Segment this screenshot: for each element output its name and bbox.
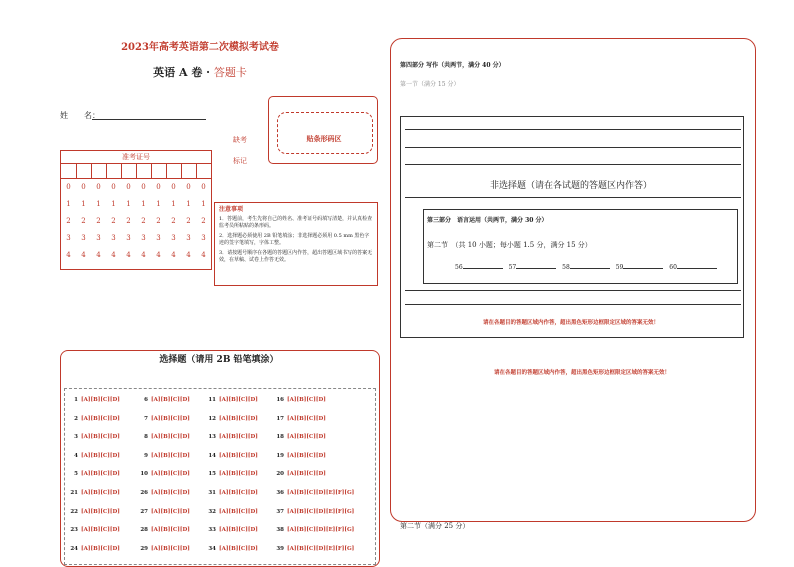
notice-item: 3．请按题号顺序在各题的答题区内作答，超出答题区域书写的答案无效，在草稿、试卷上作答无效。 — [219, 250, 373, 263]
mc-question-number: 18 — [276, 434, 284, 441]
exam-id-column-divider — [91, 164, 92, 178]
mc-question-item[interactable] — [205, 434, 258, 440]
exam-id-digit-bubble[interactable]: 0 — [171, 183, 176, 191]
exam-id-digit-bubble[interactable]: 2 — [186, 217, 191, 225]
mc-question-item[interactable] — [67, 546, 120, 552]
mc-question-number: 34 — [208, 545, 216, 552]
exam-id-digit-bubble[interactable]: 1 — [156, 200, 161, 208]
mc-question-item[interactable] — [137, 471, 190, 477]
exam-id-digit-bubble[interactable]: 3 — [81, 234, 86, 242]
mc-question-item[interactable] — [273, 453, 326, 459]
mc-question-number: 9 — [144, 452, 148, 459]
mc-question-number: 2 — [74, 415, 78, 422]
blank-number: 60 — [669, 264, 677, 271]
mc-question-number: 29 — [140, 545, 148, 552]
exam-id-digit-bubble[interactable]: 4 — [111, 251, 116, 259]
mc-option-bubbles[interactable]: [A][B][C][D][E][F][G] — [287, 527, 355, 534]
mc-question-item[interactable] — [137, 416, 190, 422]
writing-part2-label: 第二节（满分 25 分） — [400, 522, 470, 530]
card-subtitle — [0, 64, 400, 80]
blank-field[interactable] — [463, 268, 503, 269]
exam-id-digit-bubble[interactable]: 0 — [66, 183, 71, 191]
mc-question-item[interactable] — [67, 397, 120, 403]
writing-heading: 第四部分 写作（共两节，满分 40 分） — [400, 62, 505, 69]
mc-option-bubbles[interactable]: [A][B][C][D] — [287, 415, 326, 422]
mc-option-bubbles[interactable]: [A][B][C][D] — [151, 471, 190, 478]
notice-title: 注意事项 — [219, 206, 244, 213]
mc-option-bubbles[interactable]: [A][B][C][D] — [151, 490, 190, 496]
blank-field[interactable] — [516, 268, 556, 269]
blank-number: 58 — [562, 264, 570, 271]
exam-id-grid — [60, 150, 212, 270]
exam-id-column-divider — [136, 164, 137, 178]
mc-option-bubbles[interactable]: [A][B][C][D] — [151, 527, 190, 534]
mc-option-bubbles[interactable]: [A][B][C][D] — [151, 415, 190, 422]
mc-option-bubbles[interactable]: [A][B][C][D] — [151, 452, 190, 459]
exam-id-digit-bubble[interactable]: 0 — [96, 183, 101, 191]
mc-question-item[interactable] — [67, 490, 120, 496]
mc-option-bubbles[interactable]: [A][B][C][D] — [151, 508, 190, 515]
mc-question-item[interactable] — [67, 527, 120, 533]
mc-question-number: 31 — [208, 490, 216, 496]
exam-id-column-divider — [166, 164, 167, 178]
exam-id-digit-bubble[interactable]: 0 — [141, 183, 146, 191]
exam-id-digit-bubble[interactable]: 3 — [66, 234, 71, 242]
notice-item: 1．答题前，考生先将自己的姓名、准考证号码填写清楚，并认真检查监考员所粘贴的条形码。 — [219, 216, 373, 229]
mc-question-item[interactable] — [273, 434, 326, 440]
mc-question-number: 21 — [70, 490, 78, 496]
exam-id-digit-bubble[interactable]: 1 — [96, 200, 101, 208]
name-field[interactable] — [92, 119, 206, 120]
mc-question-number: 37 — [276, 508, 284, 515]
mc-option-bubbles[interactable]: [A][B][C][D] — [287, 397, 326, 403]
mc-question-item[interactable] — [137, 453, 190, 459]
mc-option-bubbles[interactable]: [A][B][C][D] — [81, 452, 120, 459]
exam-id-digit-bubble[interactable]: 2 — [111, 217, 116, 225]
mc-question-item[interactable] — [205, 490, 258, 496]
mc-option-bubbles[interactable]: [A][B][C][D] — [81, 508, 120, 515]
mc-question-item[interactable] — [67, 416, 120, 422]
blank-number: 56 — [455, 264, 463, 271]
mc-option-bubbles[interactable]: [A][B][C][D] — [219, 434, 258, 441]
absent-label-line2: 标记 — [233, 157, 247, 165]
mc-question-item[interactable] — [67, 471, 120, 477]
exam-id-digit-bubble[interactable]: 3 — [96, 234, 101, 242]
mc-option-bubbles[interactable]: [A][B][C][D] — [151, 397, 190, 403]
exam-id-digit-bubble[interactable]: 3 — [156, 234, 161, 242]
answer-line — [405, 129, 741, 130]
subtitle-card-text: 答题卡 — [213, 66, 247, 79]
mc-question-number: 16 — [276, 397, 284, 403]
mc-question-item[interactable] — [205, 527, 258, 533]
mc-question-number: 26 — [140, 490, 148, 496]
mc-question-item[interactable] — [205, 471, 258, 477]
blank-number: 59 — [615, 264, 624, 271]
answer-line — [405, 197, 741, 198]
mc-option-bubbles[interactable]: [A][B][C][D] — [219, 545, 258, 552]
blank-number: 57 — [508, 264, 517, 271]
mc-question-number: 12 — [208, 415, 216, 422]
mc-question-item[interactable] — [67, 434, 120, 440]
exam-id-digit-bubble[interactable]: 2 — [81, 217, 86, 225]
exam-id-column-divider — [196, 164, 197, 178]
answer-line — [405, 304, 741, 305]
barcode-sticker-label: 贴条形码区 — [306, 134, 342, 143]
exam-id-digit-bubble[interactable]: 4 — [126, 251, 131, 259]
mc-option-bubbles[interactable]: [A][B][C][D] — [81, 471, 120, 478]
exam-id-digit-bubble[interactable]: 3 — [186, 234, 191, 242]
exam-id-digit-bubble[interactable]: 1 — [141, 200, 146, 208]
mc-question-item[interactable] — [205, 546, 258, 552]
mc-question-number: 32 — [208, 508, 216, 515]
mc-option-bubbles[interactable]: [A][B][C][D] — [81, 434, 120, 441]
exam-id-digit-bubble[interactable]: 3 — [171, 234, 176, 242]
mc-question-item[interactable] — [137, 490, 190, 496]
exam-id-digit-bubble[interactable]: 2 — [141, 217, 146, 225]
multiple-choice-title: 选择题（请用 2B 铅笔填涂） — [159, 355, 279, 365]
exam-id-header: 准考证号 — [61, 151, 211, 164]
exam-id-digit-bubble[interactable]: 2 — [156, 217, 161, 225]
mc-question-number: 6 — [144, 397, 148, 403]
language-use-heading: 第三部分 语言运用（共两节，满分 30 分） — [427, 217, 548, 224]
mc-question-number: 19 — [276, 452, 284, 459]
mc-question-number: 13 — [208, 434, 216, 441]
mc-question-number: 28 — [140, 527, 148, 534]
mc-question-item[interactable] — [67, 453, 120, 459]
exam-id-digit-bubble[interactable]: 1 — [81, 200, 86, 208]
exam-id-digit-bubble[interactable]: 4 — [81, 251, 86, 259]
exam-id-column-divider — [181, 164, 182, 178]
subtitle-text: 英语 A 卷 · — [153, 66, 214, 79]
exam-id-write-row[interactable] — [61, 164, 211, 179]
mc-question-number: 20 — [276, 471, 284, 478]
name-label: 姓 名： — [60, 111, 100, 120]
exam-id-digit-bubble[interactable]: 0 — [126, 183, 131, 191]
mc-option-bubbles[interactable]: [A][B][C][D] — [81, 490, 120, 496]
mc-question-number: 3 — [74, 434, 78, 441]
mc-option-bubbles[interactable]: [A][B][C][D] — [81, 397, 120, 403]
absent-mark-label — [233, 130, 247, 172]
boundary-warning: 请在各题目的答题区域内作答，超出黑色矩形边框限定区域的答案无效！ — [482, 320, 659, 326]
exam-id-column-divider — [151, 164, 152, 178]
exam-id-digit-bubble[interactable]: 2 — [126, 217, 131, 225]
exam-id-digit-bubble[interactable]: 3 — [111, 234, 116, 242]
mc-question-number: 39 — [276, 545, 284, 552]
mc-question-number: 4 — [74, 452, 78, 459]
exam-id-digit-bubble[interactable]: 3 — [141, 234, 146, 242]
mc-question-item[interactable] — [137, 527, 190, 533]
exam-id-digit-bubble[interactable]: 3 — [201, 234, 206, 242]
mc-question-item[interactable] — [273, 546, 354, 552]
mc-option-bubbles[interactable]: [A][B][C][D] — [287, 471, 326, 478]
mc-option-bubbles[interactable]: [A][B][C][D] — [219, 397, 258, 403]
notice-box — [214, 202, 378, 286]
exam-id-digit-bubble[interactable]: 4 — [141, 251, 146, 259]
mc-option-bubbles[interactable]: [A][B][C][D] — [219, 527, 258, 534]
mc-question-number: 33 — [208, 527, 216, 534]
mc-option-bubbles[interactable]: [A][B][C][D] — [219, 471, 258, 478]
mc-question-number: 7 — [144, 415, 148, 422]
mc-option-bubbles[interactable]: [A][B][C][D][E][F][G] — [287, 545, 355, 552]
exam-id-digit-bubble[interactable]: 0 — [81, 183, 86, 191]
mc-question-number: 8 — [144, 434, 148, 441]
mc-question-item[interactable] — [273, 471, 326, 477]
language-use-subheading: 第二节 （共 10 小题；每小题 1.5 分，满分 15 分） — [427, 241, 592, 249]
blank-field[interactable] — [623, 268, 663, 269]
mc-question-number: 5 — [74, 471, 78, 478]
mc-question-number: 11 — [208, 397, 216, 403]
boundary-warning: 请在各题目的答题区域内作答，超出黑色矩形边框限定区域的答案无效！ — [493, 370, 670, 376]
mc-question-item[interactable] — [205, 397, 258, 403]
mc-question-item[interactable] — [205, 509, 258, 515]
exam-title: 2023年高考英语第二次模拟考试卷 — [121, 42, 279, 53]
mc-question-item[interactable] — [137, 397, 190, 403]
mc-question-number: 1 — [74, 397, 78, 403]
mc-question-item[interactable] — [205, 416, 258, 422]
mc-question-number: 24 — [70, 545, 78, 552]
exam-id-digit-bubble[interactable]: 1 — [171, 200, 176, 208]
exam-id-digit-bubble[interactable]: 2 — [171, 217, 176, 225]
exam-id-digit-bubble[interactable]: 0 — [111, 183, 116, 191]
exam-id-digit-bubble[interactable]: 1 — [186, 200, 191, 208]
mc-question-item[interactable] — [273, 416, 326, 422]
barcode-sticker-area — [277, 112, 373, 154]
exam-id-column-divider — [106, 164, 107, 178]
mc-option-bubbles[interactable]: [A][B][C][D] — [219, 490, 258, 496]
mc-option-bubbles[interactable]: [A][B][C][D] — [151, 545, 190, 552]
mc-question-item[interactable] — [137, 434, 190, 440]
mc-question-item[interactable] — [273, 509, 354, 515]
mc-question-number: 27 — [140, 508, 148, 515]
exam-id-digit-bubble[interactable]: 1 — [66, 200, 71, 208]
exam-id-column-divider — [76, 164, 77, 178]
mc-question-item[interactable] — [273, 397, 326, 403]
answer-line — [405, 290, 741, 291]
exam-id-digit-bubble[interactable]: 1 — [126, 200, 131, 208]
mc-option-bubbles[interactable]: [A][B][C][D] — [219, 452, 258, 459]
exam-id-digit-bubble[interactable]: 4 — [156, 251, 161, 259]
absent-label-line1: 缺考 — [233, 136, 247, 144]
exam-id-digits — [61, 179, 211, 269]
mc-option-bubbles[interactable]: [A][B][C][D] — [81, 545, 120, 552]
mc-option-bubbles[interactable]: [A][B][C][D] — [219, 415, 258, 422]
exam-id-digit-bubble[interactable]: 4 — [66, 251, 71, 259]
mc-question-item[interactable] — [273, 527, 354, 533]
mc-option-bubbles[interactable]: [A][B][C][D][E][F][G] — [287, 490, 355, 496]
exam-id-digit-bubble[interactable]: 4 — [201, 251, 206, 259]
mc-question-number: 14 — [208, 452, 216, 459]
fill-blanks-row — [455, 264, 721, 271]
mc-option-bubbles[interactable]: [A][B][C][D] — [219, 508, 258, 515]
mc-option-bubbles[interactable]: [A][B][C][D] — [287, 452, 326, 459]
mc-question-number: 38 — [276, 527, 284, 534]
mc-option-bubbles[interactable]: [A][B][C][D][E][F][G] — [287, 508, 355, 515]
mc-question-item[interactable] — [273, 490, 354, 496]
exam-id-column-divider — [121, 164, 122, 178]
mc-question-number: 23 — [70, 527, 78, 534]
notice-item: 2．选择题必须使用 2B 铅笔填涂；非选择题必须用 0.5 mm 黑色字迹的签字笔填写，字体工整。 — [219, 233, 370, 246]
blank-field[interactable] — [570, 268, 610, 269]
exam-id-digit-bubble[interactable]: 1 — [111, 200, 116, 208]
non-choice-title: 非选择题（请在各试题的答题区内作答） — [489, 181, 652, 191]
multiple-choice-grid — [64, 388, 376, 565]
mc-option-bubbles[interactable]: [A][B][C][D] — [287, 434, 326, 441]
mc-question-item[interactable] — [205, 453, 258, 459]
exam-id-digit-bubble[interactable]: 2 — [201, 217, 206, 225]
blank-field[interactable] — [677, 268, 717, 269]
exam-id-digit-bubble[interactable]: 1 — [201, 200, 206, 208]
mc-option-bubbles[interactable]: [A][B][C][D] — [81, 415, 120, 422]
mc-question-number: 17 — [276, 415, 284, 422]
mc-question-item[interactable] — [137, 546, 190, 552]
exam-id-digit-bubble[interactable]: 2 — [96, 217, 101, 225]
exam-id-digit-bubble[interactable]: 4 — [96, 251, 101, 259]
mc-option-bubbles[interactable]: [A][B][C][D] — [151, 434, 190, 441]
exam-id-digit-bubble[interactable]: 0 — [201, 183, 206, 191]
mc-question-number: 36 — [276, 490, 284, 496]
mc-question-number: 10 — [140, 471, 148, 478]
writing-part1-label: 第一节（满分 15 分） — [400, 81, 460, 88]
mc-question-number: 22 — [70, 508, 78, 515]
exam-id-digit-bubble[interactable]: 0 — [156, 183, 161, 191]
exam-id-digit-bubble[interactable]: 3 — [126, 234, 131, 242]
mc-option-bubbles[interactable]: [A][B][C][D] — [81, 527, 120, 534]
exam-id-digit-bubble[interactable]: 4 — [171, 251, 176, 259]
mc-question-item[interactable] — [137, 509, 190, 515]
mc-question-item[interactable] — [67, 509, 120, 515]
answer-line — [405, 164, 741, 165]
answer-line — [405, 147, 741, 148]
mc-question-number: 15 — [208, 471, 216, 478]
exam-id-digit-bubble[interactable]: 4 — [186, 251, 191, 259]
exam-id-digit-bubble[interactable]: 2 — [66, 217, 71, 225]
exam-id-digit-bubble[interactable]: 0 — [186, 183, 191, 191]
